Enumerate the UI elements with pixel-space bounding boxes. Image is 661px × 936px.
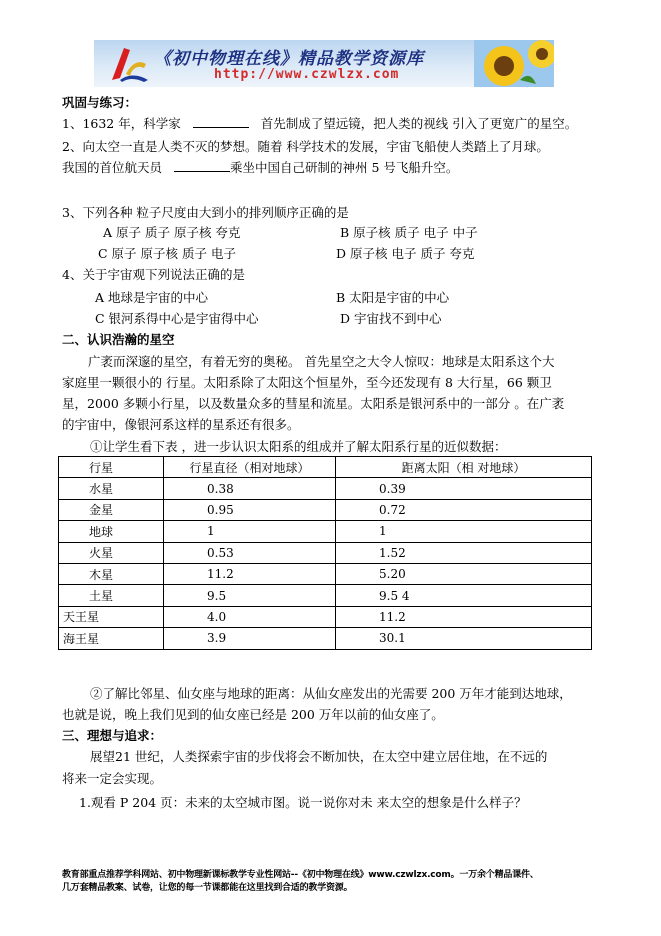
question-4-stem: 4、关于宇宙观下列说法正确的是 [62, 267, 245, 282]
planet-value-cell: 4.0 [164, 606, 336, 627]
header-banner [94, 40, 554, 87]
planet-value-cell: 1 [164, 521, 336, 542]
question-3-option-b[interactable]: B 原子核 质子 电子 中子 [340, 225, 478, 240]
planet-name-cell: 火星 [59, 542, 164, 563]
planet-value-cell: 11.2 [336, 606, 592, 627]
footer-line-1: 教育部重点推荐学科网站、初中物理新课标教学专业性网站--《初中物理在线》www.czwlzx.com。一万余个精品课件、 [62, 870, 539, 880]
table-header-row [59, 457, 592, 478]
table-header-cell: 距离太阳（相 对地球） [336, 457, 592, 478]
planet-name-cell: 天王星 [59, 606, 164, 627]
task-1: 1.观看 P 204 页：未来的太空城市图。说一说你对未 来太空的想象是什么样子？ [79, 795, 527, 810]
note-line-2: 也就是说，晚上我们见到的仙女座已经是 200 万年以前的仙女座了。 [62, 707, 444, 722]
section-three-para-line-2: 将来一定会实现。 [62, 771, 163, 786]
planet-value-cell: 9.5 [164, 585, 336, 606]
section-two-heading: 二、认识浩瀚的星空 [62, 332, 175, 347]
section-two-para-line-1: 广袤而深邃的星空，有着无穷的奥秘。 首先星空之大令人惊叹：地球是太阳系这个大 [88, 354, 555, 369]
question-1-rest: 首先制成了望远镜，把人类的视线 引入了更宽广的星空。 [260, 116, 578, 131]
table-row [59, 521, 592, 542]
section-two-para-line-3: 星，2000 多颗小行星，以及数量众多的彗星和流星。太阳系是银河系中的一部分 。在广袤 [62, 396, 565, 411]
question-1-stem: 1、1632 年，科学家 [62, 116, 181, 131]
planet-value-cell: 0.39 [336, 478, 592, 499]
question-3-option-d[interactable]: D 原子核 电子 质子 夸克 [336, 246, 475, 261]
section-three-para-line-1: 展望21 世纪，人类探索宇宙的步伐将会不断加快，在太空中建立居住地，在不远的 [90, 749, 548, 764]
planet-value-cell: 30.1 [336, 628, 592, 649]
table-row [59, 499, 592, 520]
planet-value-cell: 1 [336, 521, 592, 542]
planet-value-cell: 0.53 [164, 542, 336, 563]
question-2-line-2 [62, 158, 458, 176]
table-header-cell: 行星 [59, 457, 164, 478]
answer-blank-1[interactable] [193, 115, 249, 128]
answer-blank-2[interactable] [174, 159, 230, 172]
section-three-heading: 三、理想与追求： [62, 728, 163, 743]
table-row [59, 628, 592, 649]
question-4-option-a[interactable]: A 地球是宇宙的中心 [95, 290, 209, 305]
planet-value-cell: 3.9 [164, 628, 336, 649]
question-3-option-a[interactable]: A 原子 质子 原子核 夸克 [103, 225, 241, 240]
table-row [59, 606, 592, 627]
question-3-stem: 3、下列各种 粒子尺度由大到小的排列顺序正确的是 [62, 205, 349, 220]
question-2-line-1: 2、向太空一直是人类不灭的梦想。随着 科学技术的发展，宇宙飞船使人类踏上了月球。 [62, 139, 549, 154]
table-row [59, 542, 592, 563]
planet-name-cell: 海王星 [59, 628, 164, 649]
planet-value-cell: 0.95 [164, 499, 336, 520]
planet-value-cell: 0.72 [336, 499, 592, 520]
planet-value-cell: 9.5 4 [336, 585, 592, 606]
question-2-rest: 乘坐中国自己研制的神州 5 号飞船升空。 [230, 160, 459, 175]
planet-name-cell: 木星 [59, 563, 164, 584]
table-row [59, 478, 592, 499]
footer-line-2: 几万套精品教案、试卷，让您的每一节课都能在这里找到合适的教学资源。 [62, 883, 353, 893]
section-two-para-line-2: 家庭里一颗很小的 行星。太阳系除了太阳这个恒星外，至今还发现有 8 大行星，66 颗卫 [62, 375, 552, 390]
table-row [59, 563, 592, 584]
planet-value-cell: 5.20 [336, 563, 592, 584]
planet-value-cell: 11.2 [164, 563, 336, 584]
section-two-para-line-4: 的宇宙中，像银河系这样的星系还有很多。 [62, 417, 300, 432]
planet-table [58, 456, 592, 650]
question-1 [62, 114, 577, 132]
note-line-1: ②了解比邻星、仙女座与地球的距离：从仙女座发出的光需要 200 万年才能到达地球， [90, 686, 572, 701]
practice-heading: 巩固与练习： [62, 95, 138, 110]
planet-name-cell: 水星 [59, 478, 164, 499]
site-logo-icon [104, 44, 150, 84]
planet-name-cell: 金星 [59, 499, 164, 520]
question-4-option-d[interactable]: D 宇宙找不到中心 [340, 311, 442, 326]
planet-value-cell: 0.38 [164, 478, 336, 499]
planet-value-cell: 1.52 [336, 542, 592, 563]
planet-name-cell: 地球 [59, 521, 164, 542]
question-4-option-c[interactable]: C 银河系得中心是宇宙得中心 [95, 311, 259, 326]
planet-name-cell: 土星 [59, 585, 164, 606]
table-header-cell: 行星直径（相对地球） [164, 457, 336, 478]
question-4-option-b[interactable]: B 太阳是宇宙的中心 [336, 290, 450, 305]
table-intro: ①让学生看下表 ，进一步认识太阳系的组成并了解太阳系行星的近似数据： [90, 439, 507, 454]
table-row [59, 585, 592, 606]
banner-url-link[interactable]: http://www.czwlzx.com [214, 67, 400, 82]
sunflower-icon [474, 40, 554, 87]
question-2-stem: 我国的首位航天员 [62, 160, 163, 175]
question-3-option-c[interactable]: C 原子 原子核 质子 电子 [98, 246, 236, 261]
banner-title: 《初中物理在线》精品教学资源库 [154, 49, 424, 69]
